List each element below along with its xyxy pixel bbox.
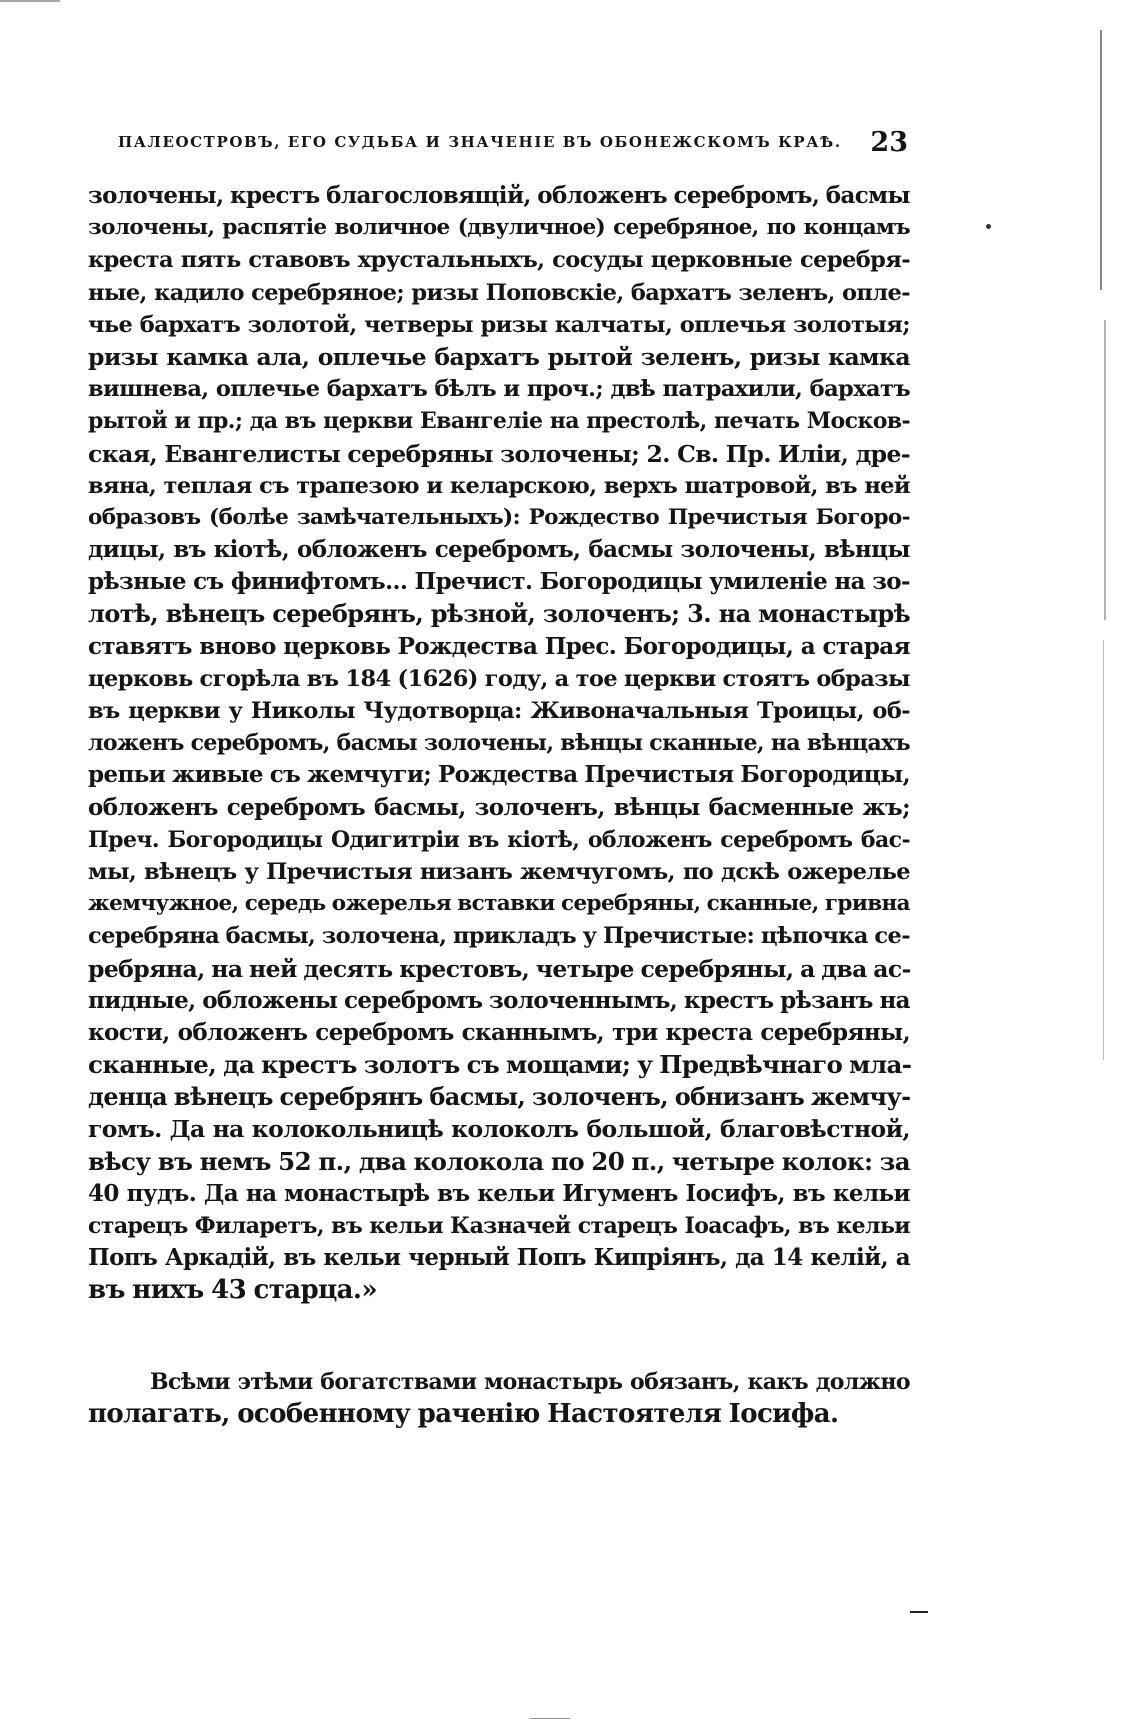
text-line: серебряна басмы, золочена, прикладъ у Пречистые: цѣпочка се- bbox=[88, 923, 910, 950]
text-line: ская, Евангелисты серебряны золочены; 2. Св. Пр. Иліи, дре- bbox=[88, 439, 910, 468]
text-line: гомъ. Да на колокольницѣ колоколъ большой, благовѣстной, bbox=[88, 1115, 910, 1144]
text-line: образовъ (болѣе замѣчательныхъ): Рождество Пречистыя Богоро- bbox=[88, 504, 910, 530]
text-line: денца вѣнецъ серебрянъ басмы, золоченъ, обнизанъ жемчу- bbox=[88, 1082, 911, 1112]
scan-edge-mark bbox=[1104, 320, 1106, 620]
text-line: Преч. Богородицы Одигитріи въ кіотѣ, обложенъ серебромъ бас- bbox=[88, 826, 910, 853]
text-line: Всѣми этѣми богатствами монастырь обязанъ, какъ должно bbox=[150, 1369, 910, 1395]
running-head: ПАЛЕОСТРОВЪ, ЕГО СУДЬБА И ЗНАЧЕНІЕ ВЪ ОБОНЕЖСКОМЪ КРАѢ. bbox=[118, 133, 842, 151]
scan-dash bbox=[0, 0, 60, 2]
text-line: старецъ Филаретъ, въ кельи Казначей старецъ Іоасафъ, въ кельи bbox=[88, 1213, 910, 1239]
text-line: вяна, теплая съ трапезою и келарскою, верхъ шатровой, въ ней bbox=[88, 472, 910, 499]
text-line: репьи живые съ жемчуги; Рождества Пречистыя Богородицы, bbox=[88, 761, 910, 789]
text-line: рѣзные съ финифтомъ... Пречист. Богородицы умиленіе на зо- bbox=[88, 568, 910, 596]
text-line: золочены, распятіе воличное (двуличное) серебряное, по концамъ bbox=[88, 215, 910, 241]
text-line: креста пять ставовъ хрустальныхъ, сосуды церковные серебря- bbox=[88, 247, 910, 274]
text-line: жемчужное, середь ожерелья вставки серебряны, сканные, гривна bbox=[88, 891, 910, 917]
page-number: 23 bbox=[870, 127, 908, 158]
scan-dash bbox=[910, 1611, 928, 1613]
text-line: рытой и пр.; да въ церкви Евангеліе на престолѣ, печать Москов- bbox=[88, 408, 910, 435]
text-line: церковь сгорѣла въ 184 (1626) году, а тое церкви стоятъ образы bbox=[88, 665, 910, 692]
text-line: обложенъ серебромъ басмы, золоченъ, вѣнцы басменные жъ; bbox=[88, 793, 910, 821]
text-line: въ церкви у Николы Чудотворца: Живоначальныя Троицы, об- bbox=[88, 698, 910, 724]
text-line: мы, вѣнецъ у Пречистыя низанъ жемчугомъ, по дскѣ ожерелье bbox=[88, 858, 910, 885]
text-line: ризы камка ала, оплечье бархатъ рытой зеленъ, ризы камка bbox=[88, 342, 910, 371]
page-header bbox=[118, 127, 908, 159]
text-line: Попъ Аркадій, въ кельи черный Попъ Кипріянъ, да 14 келій, а bbox=[88, 1244, 910, 1272]
text-line: 40 пудъ. Да на монастырѣ въ кельи Игуменъ Іосифъ, въ кельи bbox=[88, 1179, 910, 1207]
scan-edge-mark bbox=[1103, 640, 1104, 1060]
text-line: золочены, крестъ благословящій, обложенъ серебромъ, басмы bbox=[88, 182, 910, 209]
paragraph-2 bbox=[88, 1366, 910, 1430]
paragraph-1 bbox=[88, 180, 910, 1307]
text-line: ставятъ вново церковь Рождества Прес. Богородицы, а старая bbox=[88, 632, 910, 660]
text-line: сканные, да крестъ золотъ съ мощами; у Предвѣчнаго мла- bbox=[88, 1050, 912, 1080]
scan-dash bbox=[530, 1718, 570, 1719]
text-line: полагать, особенному раченію Настоятеля Іосифа. bbox=[88, 1399, 839, 1430]
text-line: дицы, въ кіотѣ, обложенъ серебромъ, басмы золочены, вѣнцы bbox=[88, 536, 910, 564]
text-line: вѣсу въ немъ 52 п., два колокола по 20 п., четыре колок: за bbox=[88, 1146, 910, 1176]
text-line: ложенъ серебромъ, басмы золочены, вѣнцы сканные, на вѣнцахъ bbox=[88, 730, 910, 757]
text-line: ребряна, на ней десять крестовъ, четыре серебряны, а два ас- bbox=[88, 954, 911, 983]
scan-edge-mark bbox=[1100, 30, 1102, 290]
text-line: пидные, обложены серебромъ золоченнымъ, крестъ рѣзанъ на bbox=[88, 986, 910, 1014]
text-line: лотѣ, вѣнецъ серебрянъ, рѣзной, золоченъ; 3. на монастырѣ bbox=[88, 599, 910, 629]
text-line: вишнева, оплечье бархатъ бѣлъ и проч.; двѣ патрахили, бархатъ bbox=[88, 376, 910, 403]
text-line: чье бархатъ золотой, четверы ризы калчаты, оплечья золотыя; bbox=[88, 311, 910, 338]
text-line: въ нихъ 43 старца.» bbox=[88, 1275, 378, 1306]
text-line: ные, кадило серебряное; ризы Поповскіе, бархатъ зеленъ, опле- bbox=[88, 279, 910, 306]
text-line: кости, обложенъ серебромъ сканнымъ, три креста серебряны, bbox=[88, 1018, 910, 1046]
scan-speck bbox=[986, 224, 991, 229]
